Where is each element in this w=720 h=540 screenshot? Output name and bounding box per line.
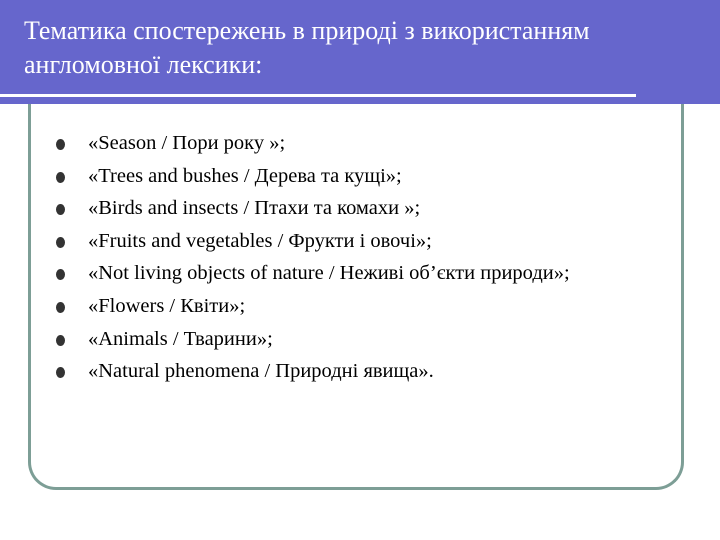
list-item	[52, 160, 570, 193]
list-item	[52, 127, 570, 160]
title-underline	[0, 94, 636, 97]
bullet-icon	[56, 139, 65, 150]
list-item-text: «Fruits and vegetables / Фрукти і овочі»;	[88, 229, 432, 252]
bullet-icon	[56, 367, 65, 378]
bullet-icon	[56, 237, 65, 248]
list-item-text: «Birds and insects / Птахи та комахи »;	[88, 197, 421, 220]
bullet-icon	[56, 302, 65, 313]
list-item-text: «Trees and bushes / Дерева та кущі»;	[88, 164, 402, 187]
list-item-text: «Season / Пори року »;	[88, 132, 286, 154]
list-item-text: «Animals / Тварини»;	[88, 327, 273, 350]
bullet-icon	[56, 172, 65, 183]
title-bar	[0, 0, 720, 104]
list-item	[52, 290, 570, 323]
list-item-text: «Flowers / Квіти»;	[88, 294, 246, 317]
list-item	[52, 192, 570, 225]
list-item-text: «Not living objects of nature / Неживі об’єкти природи»;	[88, 262, 570, 285]
list-item	[52, 323, 570, 356]
list-item	[52, 355, 570, 388]
list-item-text: «Natural phenomena / Природні явища».	[88, 360, 434, 383]
slide-title: Тематика спостережень в природі з використанням англомовної лексики:	[24, 16, 590, 79]
topic-list	[52, 127, 570, 388]
list-item	[52, 257, 570, 290]
list-item	[52, 225, 570, 258]
bullet-icon	[56, 204, 65, 215]
bullet-icon	[56, 269, 65, 280]
bullet-icon	[56, 335, 65, 346]
